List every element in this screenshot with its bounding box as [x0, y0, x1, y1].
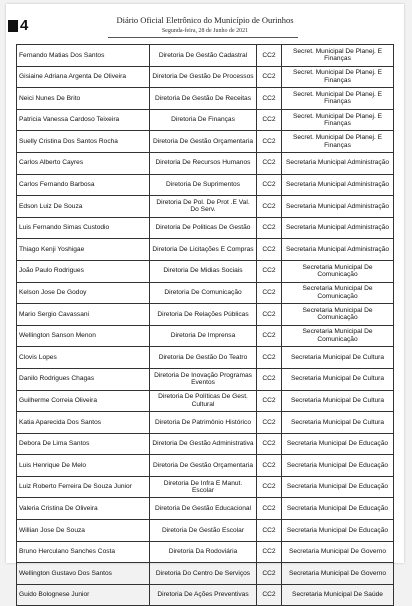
department-cell: Diretoria De Licitações E Compras	[150, 239, 257, 261]
employee-name-cell: Fernando Matias Dos Santos	[17, 45, 150, 67]
department-cell: Diretoria De Gestão Administrativa	[150, 433, 257, 455]
position-level-cell: CC2	[257, 239, 282, 261]
position-level-cell: CC2	[257, 541, 282, 563]
employee-name-cell: Willian Jose De Souza	[17, 520, 150, 542]
agency-cell: Secret. Municipal De Planej. E Finanças	[282, 88, 394, 110]
agency-cell: Secretaria Municipal Administração	[282, 174, 394, 196]
table-row	[17, 520, 394, 542]
employee-name-cell: Luis Henrique De Melo	[17, 455, 150, 477]
department-cell: Diretoria De Gestão Orçamentaria	[150, 131, 257, 153]
agency-cell: Secretaria Municipal De Cultura	[282, 412, 394, 434]
position-level-cell: CC2	[257, 88, 282, 110]
agency-cell: Secretaria Municipal De Cultura	[282, 368, 394, 390]
employee-name-cell: Debora De Lima Santos	[17, 433, 150, 455]
document-page	[6, 4, 404, 599]
employee-name-cell: Mario Sergio Cavassani	[17, 304, 150, 326]
department-cell: Diretoria De Relações Públicas	[150, 304, 257, 326]
department-cell: Diretoria De Suprimentos	[150, 174, 257, 196]
employee-name-cell: Neici Nunes De Brito	[17, 88, 150, 110]
position-level-cell: CC2	[257, 476, 282, 498]
table-row	[17, 498, 394, 520]
department-cell: Diretoria De Gestão De Processos	[150, 66, 257, 88]
agency-cell: Secretaria Municipal De Educação	[282, 455, 394, 477]
table-row	[17, 282, 394, 304]
department-cell: Diretoria De Gestão Escolar	[150, 520, 257, 542]
table-row	[17, 347, 394, 369]
position-level-cell: CC2	[257, 152, 282, 174]
position-level-cell: CC2	[257, 368, 282, 390]
position-level-cell: CC2	[257, 347, 282, 369]
agency-cell: Secretaria Municipal De Governo	[282, 563, 394, 585]
table-row	[17, 563, 394, 585]
department-cell: Diretoria De Comunicação	[150, 282, 257, 304]
department-cell: Diretoria De Recursos Humanos	[150, 152, 257, 174]
agency-cell: Secretaria Municipal Administração	[282, 217, 394, 239]
position-level-cell: CC2	[257, 196, 282, 218]
position-level-cell: CC2	[257, 45, 282, 67]
employee-name-cell: Carlos Alberto Cayres	[17, 152, 150, 174]
table-row	[17, 152, 394, 174]
employee-name-cell: Luis Fernando Simas Custodio	[17, 217, 150, 239]
table-row	[17, 368, 394, 390]
position-level-cell: CC2	[257, 282, 282, 304]
employee-name-cell: Danilo Rodrigues Chagas	[17, 368, 150, 390]
agency-cell: Secretaria Municipal De Educação	[282, 433, 394, 455]
table-row	[17, 541, 394, 563]
table-row	[17, 239, 394, 261]
employee-name-cell: Guido Bolognese Junior	[17, 584, 150, 606]
table-row	[17, 196, 394, 218]
table-row	[17, 304, 394, 326]
agency-cell: Secretaria Municipal De Comunicação	[282, 282, 394, 304]
header-divider	[108, 37, 298, 38]
table-row	[17, 412, 394, 434]
agency-cell: Secretaria Municipal De Cultura	[282, 347, 394, 369]
agency-cell: Secretaria Municipal De Comunicação	[282, 260, 394, 282]
employee-name-cell: Katia Aparecida Dos Santos	[17, 412, 150, 434]
position-level-cell: CC2	[257, 455, 282, 477]
agency-cell: Secretaria Municipal De Governo	[282, 541, 394, 563]
position-level-cell: CC2	[257, 174, 282, 196]
publication-date: Segunda-feira, 28 de Junho de 2021	[161, 28, 249, 34]
table-row	[17, 260, 394, 282]
position-level-cell: CC2	[257, 584, 282, 606]
department-cell: Diretoria Da Rodoviária	[150, 541, 257, 563]
employee-name-cell: Thiago Kenji Yoshigae	[17, 239, 150, 261]
publication-title: Diário Oficial Eletrônico do Município de Ourinhos	[116, 15, 294, 25]
agency-cell: Secretaria Municipal De Comunicação	[282, 325, 394, 347]
agency-cell: Secretaria Municipal Administração	[282, 239, 394, 261]
agency-cell: Secretaria Municipal De Cultura	[282, 390, 394, 412]
agency-cell: Secretaria Municipal De Comunicação	[282, 304, 394, 326]
employee-name-cell: Edson Luiz De Souza	[17, 196, 150, 218]
staff-table	[16, 44, 394, 606]
page-number: 4	[20, 17, 29, 34]
position-level-cell: CC2	[257, 433, 282, 455]
agency-cell: Secret. Municipal De Planej. E Finanças	[282, 109, 394, 131]
table-row	[17, 433, 394, 455]
agency-cell: Secretaria Municipal De Educação	[282, 520, 394, 542]
table-row	[17, 88, 394, 110]
department-cell: Diretoria De Politicas De Gestão	[150, 217, 257, 239]
agency-cell: Secretaria Municipal De Saúde	[282, 584, 394, 606]
agency-cell: Secret. Municipal De Planej. E Finanças	[282, 66, 394, 88]
employee-name-cell: Guilherme Correia Oliveira	[17, 390, 150, 412]
position-level-cell: CC2	[257, 260, 282, 282]
employee-name-cell: Wellington Gustavo Dos Santos	[17, 563, 150, 585]
table-row	[17, 455, 394, 477]
department-cell: Diretoria De Gestão Educacional	[150, 498, 257, 520]
position-level-cell: CC2	[257, 325, 282, 347]
table-row	[17, 131, 394, 153]
agency-cell: Secretaria Municipal Administração	[282, 152, 394, 174]
department-cell: Diretoria De Gestão De Receitas	[150, 88, 257, 110]
department-cell: Diretoria De Gestão Orçamentaria	[150, 455, 257, 477]
position-level-cell: CC2	[257, 520, 282, 542]
employee-name-cell: Suelly Cristina Dos Santos Rocha	[17, 131, 150, 153]
department-cell: Diretoria De Gestão Do Teatro	[150, 347, 257, 369]
table-row	[17, 390, 394, 412]
department-cell: Diretoria De Gestão Cadastral	[150, 45, 257, 67]
agency-cell: Secretaria Municipal De Educação	[282, 476, 394, 498]
employee-name-cell: Luiz Roberto Ferreira De Souza Junior	[17, 476, 150, 498]
department-cell: Diretoria De Políticas De Gest. Cultural	[150, 390, 257, 412]
position-level-cell: CC2	[257, 412, 282, 434]
position-level-cell: CC2	[257, 563, 282, 585]
table-row	[17, 584, 394, 606]
employee-name-cell: Clovis Lopes	[17, 347, 150, 369]
position-level-cell: CC2	[257, 131, 282, 153]
position-level-cell: CC2	[257, 304, 282, 326]
table-row	[17, 45, 394, 67]
position-level-cell: CC2	[257, 109, 282, 131]
agency-cell: Secretaria Municipal Administração	[282, 196, 394, 218]
employee-name-cell: Gisiaine Adriana Argenta De Oliveira	[17, 66, 150, 88]
position-level-cell: CC2	[257, 390, 282, 412]
department-cell: Diretoria De Ações Preventivas	[150, 584, 257, 606]
department-cell: Diretoria De Finanças	[150, 109, 257, 131]
page-header	[6, 4, 404, 44]
table-row	[17, 217, 394, 239]
position-level-cell: CC2	[257, 217, 282, 239]
position-level-cell: CC2	[257, 66, 282, 88]
department-cell: Diretoria De Pol. De Prot .E Val. Do Serv.	[150, 196, 257, 218]
employee-name-cell: Kelson Jose De Godoy	[17, 282, 150, 304]
table-row	[17, 174, 394, 196]
agency-cell: Secret. Municipal De Planej. E Finanças	[282, 45, 394, 67]
agency-cell: Secret. Municipal De Planej. E Finanças	[282, 131, 394, 153]
table-row	[17, 109, 394, 131]
department-cell: Diretoria De Infra E Manut. Escolar	[150, 476, 257, 498]
table-row	[17, 476, 394, 498]
table-row	[17, 66, 394, 88]
department-cell: Diretoria De Midias Sociais	[150, 260, 257, 282]
agency-cell: Secretaria Municipal De Educação	[282, 498, 394, 520]
employee-name-cell: Bruno Herculano Sanches Costa	[17, 541, 150, 563]
employee-name-cell: Patricia Vanessa Cardoso Teixeira	[17, 109, 150, 131]
department-cell: Diretoria De Imprensa	[150, 325, 257, 347]
department-cell: Diretoria De Inovação Programas Eventos	[150, 368, 257, 390]
employee-name-cell: Wellington Sanson Menon	[17, 325, 150, 347]
position-level-cell: CC2	[257, 498, 282, 520]
department-cell: Diretoria Do Centro De Serviços	[150, 563, 257, 585]
department-cell: Diretoria De Patrimônio Histórico	[150, 412, 257, 434]
table-row	[17, 325, 394, 347]
employee-name-cell: Valeria Cristina De Oliveira	[17, 498, 150, 520]
employee-name-cell: João Paulo Rodrigues	[17, 260, 150, 282]
employee-name-cell: Carlos Fernando Barbosa	[17, 174, 150, 196]
